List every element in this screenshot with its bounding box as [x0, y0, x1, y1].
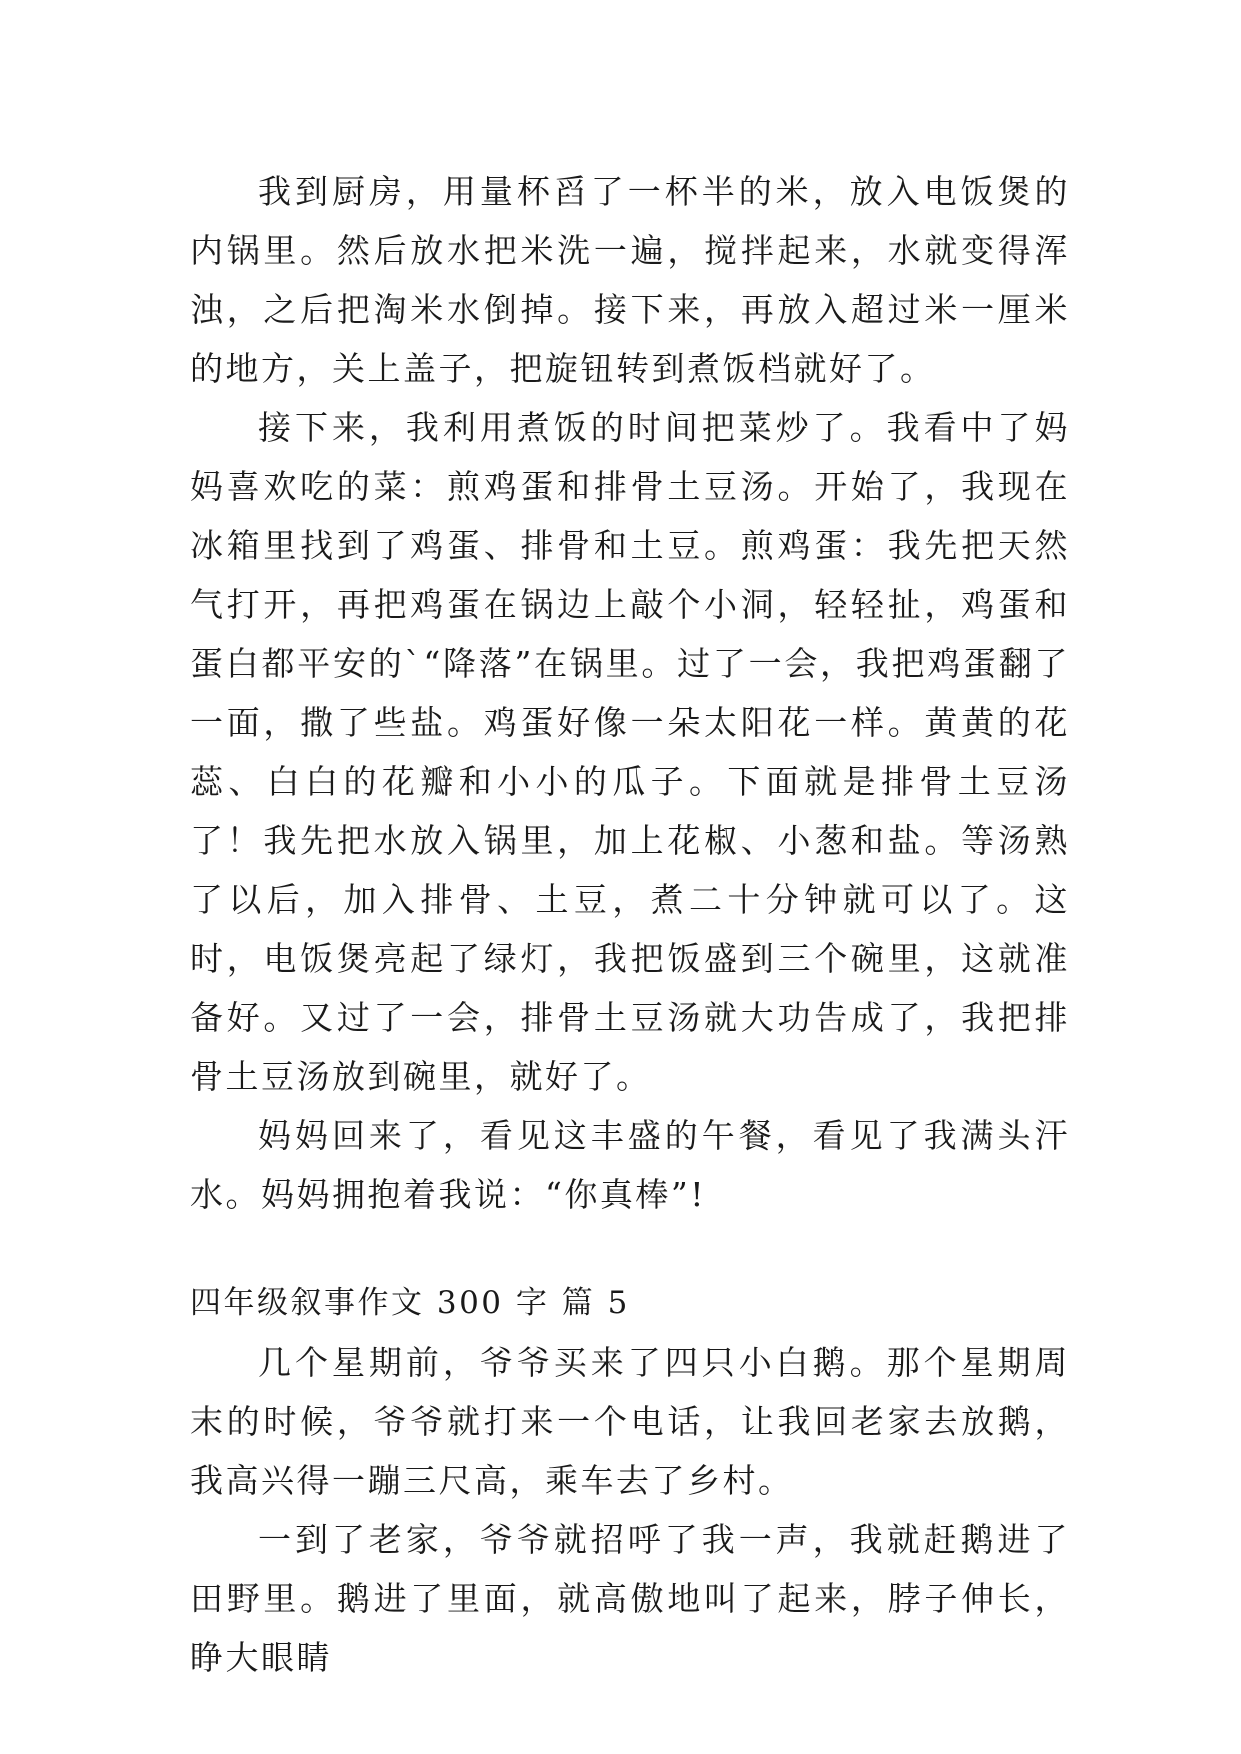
paragraph-cooking-dishes: 接下来，我利用煮饭的时间把菜炒了。我看中了妈妈喜欢吃的菜：煎鸡蛋和排骨土豆汤。开始了，我现在冰箱里找到了鸡蛋、排骨和土豆。煎鸡蛋：我先把天然气打开，再把鸡蛋在锅边上敲个小洞，轻轻扯，鸡蛋和蛋白都平安的`“降落”在锅里。过了一会，我把鸡蛋翻了一面，撒了些盐。鸡蛋好像一朵太阳花一样。黄黄的花蕊、白白的花瓣和小小的瓜子。下面就是排骨土豆汤了！我先把水放入锅里，加上花椒、小葱和盐。等汤熟了以后，加入排骨、土豆，煮二十分钟就可以了。这时，电饭煲亮起了绿灯，我把饭盛到三个碗里，这就准备好。又过了一会，排骨土豆汤就大功告成了，我把排骨土豆汤放到碗里，就好了。 [190, 408, 1070, 1096]
section-title: 四年级叙事作文 300 字 篇 5 [190, 1285, 630, 1321]
paragraph-grandpa-geese: 几个星期前，爷爷买来了四只小白鹅。那个星期周末的时候，爷爷就打来一个电话，让我回老家去放鹅，我高兴得一蹦三尺高，乘车去了乡村。 [190, 1343, 1070, 1500]
paragraph-mother-returns: 妈妈回来了，看见这丰盛的午餐，看见了我满头汗水。妈妈拥抱着我说：“你真棒”! [190, 1116, 1070, 1214]
document-body [190, 162, 1070, 1687]
paragraph-herding-geese: 一到了老家，爷爷就招呼了我一声，我就赶鹅进了田野里。鹅进了里面，就高傲地叫了起来，脖子伸长，睁大眼睛 [190, 1520, 1070, 1677]
paragraph-cooking-rice: 我到厨房，用量杯舀了一杯半的米，放入电饭煲的内锅里。然后放水把米洗一遍，搅拌起来，水就变得浑浊，之后把淘米水倒掉。接下来，再放入超过米一厘米的地方，关上盖子，把旋钮转到煮饭档就好了。 [190, 172, 1070, 388]
